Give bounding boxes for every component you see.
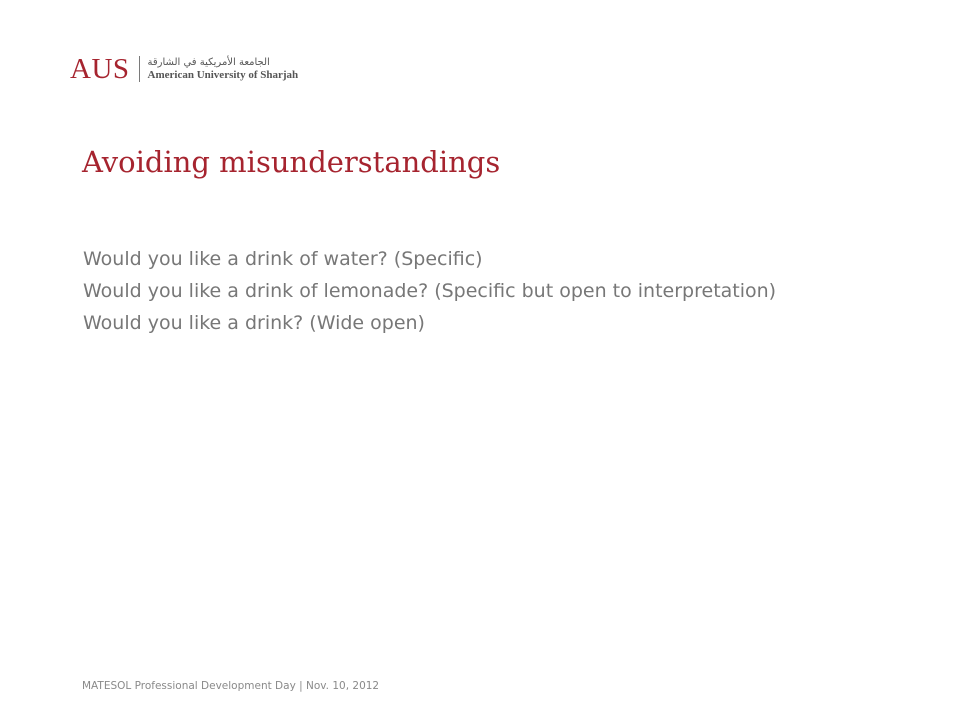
slide-footer: MATESOL Professional Development Day | Nov. 10, 2012 (82, 680, 380, 692)
logo-mark: AUS (70, 52, 130, 85)
bullet-item: Would you like a drink of water? (Specific) (83, 248, 483, 270)
logo-divider (139, 56, 140, 82)
aus-logo (70, 52, 298, 86)
bullet-item: Would you like a drink? (Wide open) (83, 312, 425, 334)
slide-title: Avoiding misunderstandings (82, 145, 501, 179)
logo-wordmark (148, 56, 299, 82)
logo-english-name: American University of Sharjah (147, 69, 299, 81)
logo-arabic-name: الجامعة الأمريكية في الشارقة (147, 57, 270, 68)
slide-body (83, 246, 843, 342)
bullet-item: Would you like a drink of lemonade? (Specific but open to interpretation) (83, 280, 777, 302)
